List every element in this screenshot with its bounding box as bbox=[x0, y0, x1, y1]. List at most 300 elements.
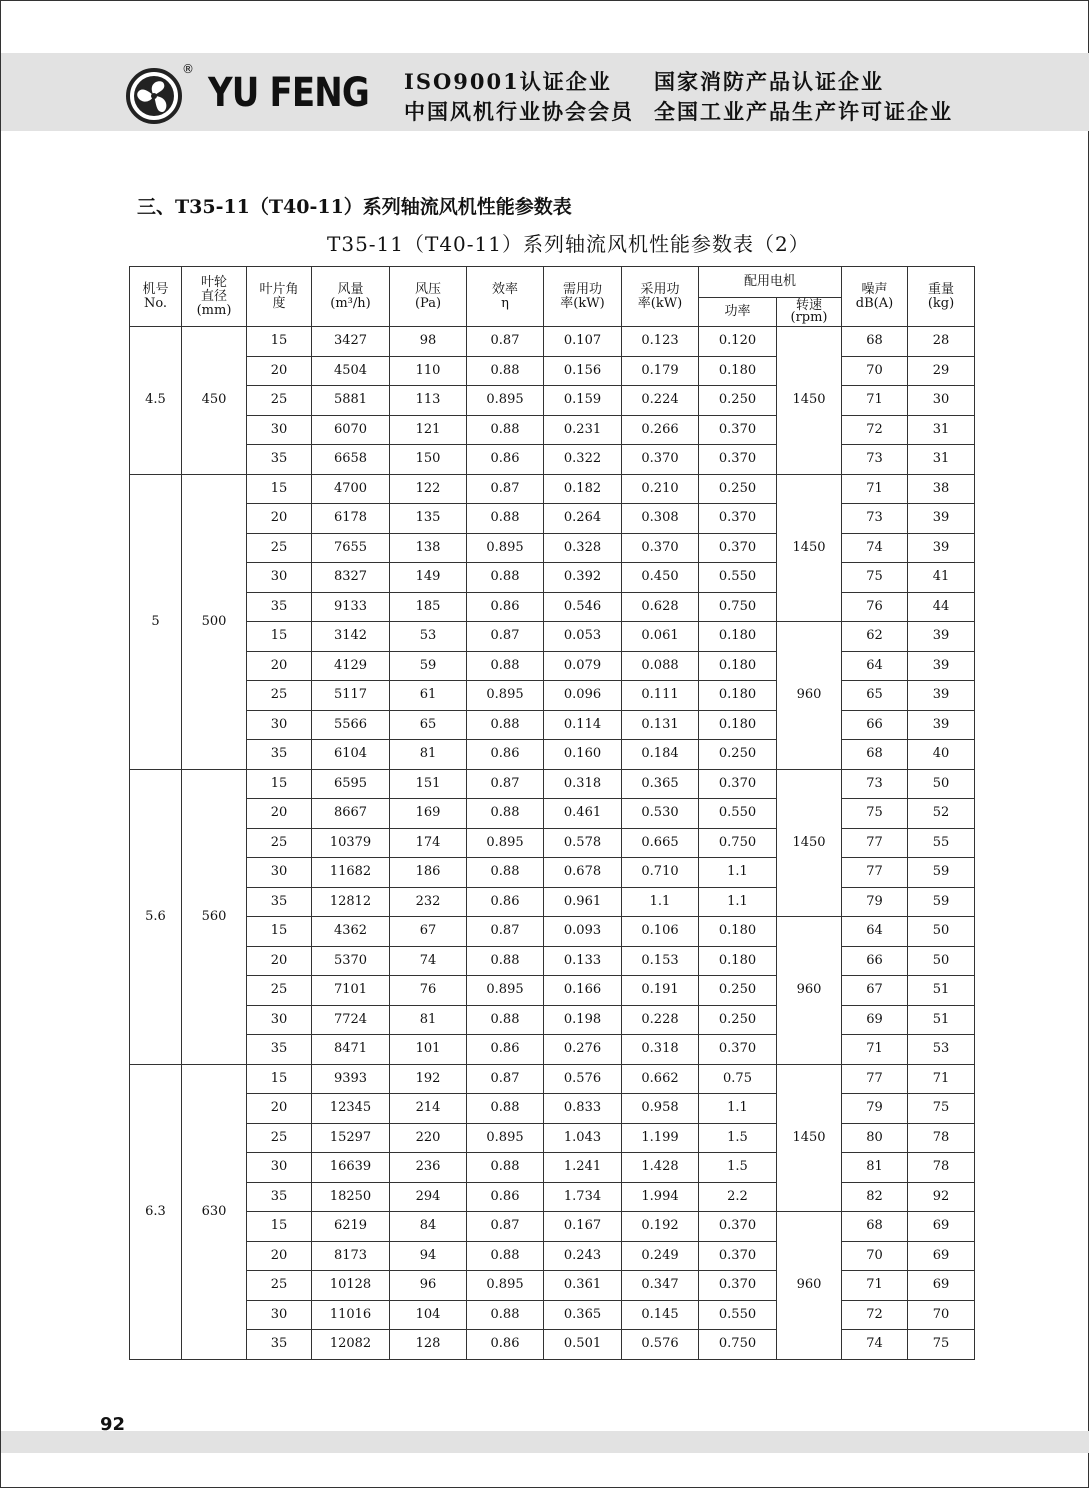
cell-efficiency: 0.88 bbox=[467, 946, 544, 976]
cell-motor-power: 0.250 bbox=[699, 474, 777, 504]
cell-pressure: 138 bbox=[390, 533, 467, 563]
cell-flow: 11016 bbox=[312, 1300, 390, 1330]
cell-adopt-power: 0.958 bbox=[622, 1094, 699, 1124]
cell-angle: 15 bbox=[247, 327, 312, 357]
cell-pressure: 104 bbox=[390, 1300, 467, 1330]
cell-weight: 31 bbox=[908, 415, 975, 445]
cell-angle: 20 bbox=[247, 504, 312, 534]
cell-efficiency: 0.88 bbox=[467, 858, 544, 888]
table-row bbox=[130, 1064, 975, 1094]
cell-noise: 81 bbox=[842, 1153, 908, 1183]
cell-motor-power: 0.250 bbox=[699, 1005, 777, 1035]
cell-adopt-power: 1.199 bbox=[622, 1123, 699, 1153]
cell-req-power: 0.501 bbox=[544, 1330, 622, 1360]
cell-req-power: 0.961 bbox=[544, 887, 622, 917]
cell-req-power: 0.322 bbox=[544, 445, 622, 475]
cell-req-power: 0.318 bbox=[544, 769, 622, 799]
cell-noise: 68 bbox=[842, 740, 908, 770]
cell-pressure: 294 bbox=[390, 1182, 467, 1212]
cell-efficiency: 0.88 bbox=[467, 710, 544, 740]
cell-weight: 39 bbox=[908, 651, 975, 681]
cell-adopt-power: 0.088 bbox=[622, 651, 699, 681]
cell-req-power: 0.198 bbox=[544, 1005, 622, 1035]
cell-angle: 20 bbox=[247, 651, 312, 681]
cell-flow: 4129 bbox=[312, 651, 390, 681]
cell-weight: 75 bbox=[908, 1094, 975, 1124]
cell-req-power: 0.079 bbox=[544, 651, 622, 681]
cell-diameter: 450 bbox=[182, 327, 247, 475]
cell-noise: 75 bbox=[842, 563, 908, 593]
cell-angle: 15 bbox=[247, 474, 312, 504]
table-row bbox=[130, 740, 975, 770]
cell-req-power: 0.160 bbox=[544, 740, 622, 770]
cell-motor-power: 0.250 bbox=[699, 740, 777, 770]
cell-efficiency: 0.895 bbox=[467, 386, 544, 416]
cell-angle: 15 bbox=[247, 769, 312, 799]
cell-noise: 82 bbox=[842, 1182, 908, 1212]
table-row bbox=[130, 1182, 975, 1212]
table-title: T35-11（T40-11）系列轴流风机性能参数表（2） bbox=[327, 232, 810, 256]
cell-motor-power: 1.5 bbox=[699, 1153, 777, 1183]
cell-motor-power: 0.370 bbox=[699, 1212, 777, 1242]
cell-efficiency: 0.87 bbox=[467, 327, 544, 357]
cell-motor-power: 0.180 bbox=[699, 946, 777, 976]
col-header-adopt-power: 采用功 率(kW) bbox=[622, 267, 699, 327]
cell-angle: 20 bbox=[247, 356, 312, 386]
cell-weight: 55 bbox=[908, 828, 975, 858]
cell-req-power: 0.156 bbox=[544, 356, 622, 386]
cell-pressure: 169 bbox=[390, 799, 467, 829]
cell-adopt-power: 0.061 bbox=[622, 622, 699, 652]
cell-req-power: 0.167 bbox=[544, 1212, 622, 1242]
cell-pressure: 149 bbox=[390, 563, 467, 593]
table-row bbox=[130, 799, 975, 829]
cell-efficiency: 0.87 bbox=[467, 1212, 544, 1242]
cell-pressure: 150 bbox=[390, 445, 467, 475]
cell-noise: 70 bbox=[842, 356, 908, 386]
cell-flow: 8173 bbox=[312, 1241, 390, 1271]
cell-noise: 71 bbox=[842, 1035, 908, 1065]
cell-efficiency: 0.895 bbox=[467, 828, 544, 858]
cell-adopt-power: 0.210 bbox=[622, 474, 699, 504]
col-header-no: 机号 No. bbox=[130, 267, 182, 327]
cell-motor-power: 0.370 bbox=[699, 1271, 777, 1301]
cell-pressure: 128 bbox=[390, 1330, 467, 1360]
cell-noise: 69 bbox=[842, 1005, 908, 1035]
cell-req-power: 0.365 bbox=[544, 1300, 622, 1330]
cell-req-power: 0.461 bbox=[544, 799, 622, 829]
cell-pressure: 110 bbox=[390, 356, 467, 386]
cell-efficiency: 0.895 bbox=[467, 533, 544, 563]
cell-motor-speed: 1450 bbox=[777, 769, 842, 917]
cell-req-power: 0.578 bbox=[544, 828, 622, 858]
col-header-motor: 配用电机 bbox=[699, 267, 842, 298]
cell-flow: 7655 bbox=[312, 533, 390, 563]
cell-req-power: 0.546 bbox=[544, 592, 622, 622]
table-row bbox=[130, 592, 975, 622]
cell-angle: 20 bbox=[247, 1094, 312, 1124]
cell-angle: 35 bbox=[247, 1330, 312, 1360]
cell-adopt-power: 0.106 bbox=[622, 917, 699, 947]
cell-efficiency: 0.86 bbox=[467, 887, 544, 917]
cell-adopt-power: 0.576 bbox=[622, 1330, 699, 1360]
table-row bbox=[130, 445, 975, 475]
cell-flow: 12082 bbox=[312, 1330, 390, 1360]
cell-angle: 30 bbox=[247, 1005, 312, 1035]
cell-weight: 78 bbox=[908, 1153, 975, 1183]
cell-flow: 6219 bbox=[312, 1212, 390, 1242]
cell-adopt-power: 0.665 bbox=[622, 828, 699, 858]
cell-weight: 50 bbox=[908, 946, 975, 976]
cell-noise: 71 bbox=[842, 474, 908, 504]
cell-adopt-power: 0.365 bbox=[622, 769, 699, 799]
cell-efficiency: 0.88 bbox=[467, 563, 544, 593]
cell-weight: 51 bbox=[908, 1005, 975, 1035]
cell-noise: 74 bbox=[842, 533, 908, 563]
cell-pressure: 65 bbox=[390, 710, 467, 740]
cell-efficiency: 0.86 bbox=[467, 1035, 544, 1065]
cell-diameter: 630 bbox=[182, 1064, 247, 1359]
cell-motor-power: 1.1 bbox=[699, 858, 777, 888]
cell-adopt-power: 0.710 bbox=[622, 858, 699, 888]
cell-flow: 6595 bbox=[312, 769, 390, 799]
cell-noise: 74 bbox=[842, 1330, 908, 1360]
cell-efficiency: 0.88 bbox=[467, 1153, 544, 1183]
table-row bbox=[130, 1300, 975, 1330]
cell-req-power: 0.114 bbox=[544, 710, 622, 740]
cell-efficiency: 0.88 bbox=[467, 1094, 544, 1124]
cell-weight: 69 bbox=[908, 1212, 975, 1242]
cell-flow: 4504 bbox=[312, 356, 390, 386]
cell-pressure: 113 bbox=[390, 386, 467, 416]
cell-angle: 30 bbox=[247, 1153, 312, 1183]
cell-noise: 64 bbox=[842, 917, 908, 947]
cell-pressure: 185 bbox=[390, 592, 467, 622]
cell-efficiency: 0.88 bbox=[467, 504, 544, 534]
cell-flow: 5370 bbox=[312, 946, 390, 976]
cell-weight: 40 bbox=[908, 740, 975, 770]
cell-angle: 15 bbox=[247, 917, 312, 947]
cell-weight: 38 bbox=[908, 474, 975, 504]
cell-adopt-power: 0.628 bbox=[622, 592, 699, 622]
cell-pressure: 84 bbox=[390, 1212, 467, 1242]
cell-motor-power: 1.1 bbox=[699, 887, 777, 917]
cell-req-power: 0.833 bbox=[544, 1094, 622, 1124]
cell-flow: 4700 bbox=[312, 474, 390, 504]
table-row bbox=[130, 1241, 975, 1271]
cell-motor-power: 0.370 bbox=[699, 1241, 777, 1271]
cell-flow: 18250 bbox=[312, 1182, 390, 1212]
cell-pressure: 174 bbox=[390, 828, 467, 858]
cell-weight: 70 bbox=[908, 1300, 975, 1330]
cell-flow: 3427 bbox=[312, 327, 390, 357]
cell-angle: 25 bbox=[247, 1271, 312, 1301]
cell-adopt-power: 0.145 bbox=[622, 1300, 699, 1330]
cell-efficiency: 0.88 bbox=[467, 1300, 544, 1330]
cell-noise: 71 bbox=[842, 1271, 908, 1301]
cell-motor-speed: 1450 bbox=[777, 1064, 842, 1212]
cell-efficiency: 0.87 bbox=[467, 917, 544, 947]
cell-motor-power: 0.750 bbox=[699, 828, 777, 858]
cell-angle: 25 bbox=[247, 976, 312, 1006]
cell-efficiency: 0.88 bbox=[467, 415, 544, 445]
cell-flow: 12345 bbox=[312, 1094, 390, 1124]
cell-pressure: 220 bbox=[390, 1123, 467, 1153]
cell-noise: 77 bbox=[842, 1064, 908, 1094]
cell-noise: 76 bbox=[842, 592, 908, 622]
table-row bbox=[130, 1330, 975, 1360]
cell-req-power: 0.093 bbox=[544, 917, 622, 947]
cell-efficiency: 0.88 bbox=[467, 1005, 544, 1035]
cell-noise: 65 bbox=[842, 681, 908, 711]
cell-flow: 8667 bbox=[312, 799, 390, 829]
cell-noise: 67 bbox=[842, 976, 908, 1006]
cell-pressure: 61 bbox=[390, 681, 467, 711]
cell-motor-power: 0.750 bbox=[699, 592, 777, 622]
cell-angle: 30 bbox=[247, 415, 312, 445]
cell-req-power: 0.576 bbox=[544, 1064, 622, 1094]
cell-noise: 75 bbox=[842, 799, 908, 829]
cell-angle: 15 bbox=[247, 1064, 312, 1094]
section-title: 三、T35-11（T40-11）系列轴流风机性能参数表 bbox=[137, 196, 572, 218]
cell-pressure: 121 bbox=[390, 415, 467, 445]
cell-efficiency: 0.88 bbox=[467, 799, 544, 829]
cell-angle: 25 bbox=[247, 386, 312, 416]
cell-weight: 39 bbox=[908, 622, 975, 652]
cell-adopt-power: 0.191 bbox=[622, 976, 699, 1006]
table-row bbox=[130, 327, 975, 357]
cell-adopt-power: 0.318 bbox=[622, 1035, 699, 1065]
cell-weight: 50 bbox=[908, 917, 975, 947]
cell-adopt-power: 0.111 bbox=[622, 681, 699, 711]
cell-noise: 77 bbox=[842, 858, 908, 888]
brand-name: YU FENG bbox=[208, 70, 369, 116]
cell-req-power: 0.243 bbox=[544, 1241, 622, 1271]
table-row bbox=[130, 976, 975, 1006]
cell-pressure: 98 bbox=[390, 327, 467, 357]
table-row bbox=[130, 474, 975, 504]
cell-motor-power: 0.180 bbox=[699, 651, 777, 681]
col-header-weight: 重量 (kg) bbox=[908, 267, 975, 327]
cell-noise: 77 bbox=[842, 828, 908, 858]
table-row bbox=[130, 533, 975, 563]
cell-flow: 5566 bbox=[312, 710, 390, 740]
cell-efficiency: 0.88 bbox=[467, 1241, 544, 1271]
cell-req-power: 0.159 bbox=[544, 386, 622, 416]
cell-adopt-power: 1.1 bbox=[622, 887, 699, 917]
cell-angle: 35 bbox=[247, 592, 312, 622]
cell-efficiency: 0.895 bbox=[467, 681, 544, 711]
cell-pressure: 74 bbox=[390, 946, 467, 976]
cell-pressure: 94 bbox=[390, 1241, 467, 1271]
table-row bbox=[130, 828, 975, 858]
cell-req-power: 0.107 bbox=[544, 327, 622, 357]
cell-efficiency: 0.86 bbox=[467, 1182, 544, 1212]
cell-angle: 30 bbox=[247, 1300, 312, 1330]
cell-weight: 41 bbox=[908, 563, 975, 593]
table-row bbox=[130, 917, 975, 947]
performance-table bbox=[129, 266, 975, 1360]
cell-pressure: 236 bbox=[390, 1153, 467, 1183]
cell-req-power: 0.264 bbox=[544, 504, 622, 534]
cell-noise: 68 bbox=[842, 1212, 908, 1242]
table-row bbox=[130, 504, 975, 534]
page-number: 92 bbox=[100, 1414, 126, 1435]
cell-pressure: 76 bbox=[390, 976, 467, 1006]
cell-efficiency: 0.86 bbox=[467, 1330, 544, 1360]
cell-adopt-power: 0.450 bbox=[622, 563, 699, 593]
cell-motor-power: 0.250 bbox=[699, 386, 777, 416]
cell-weight: 39 bbox=[908, 710, 975, 740]
cell-motor-power: 0.75 bbox=[699, 1064, 777, 1094]
cell-pressure: 214 bbox=[390, 1094, 467, 1124]
cell-efficiency: 0.86 bbox=[467, 592, 544, 622]
cell-adopt-power: 0.662 bbox=[622, 1064, 699, 1094]
cell-flow: 4362 bbox=[312, 917, 390, 947]
cell-weight: 29 bbox=[908, 356, 975, 386]
col-header-diameter: 叶轮 直径 (mm) bbox=[182, 267, 247, 327]
cell-flow: 6178 bbox=[312, 504, 390, 534]
table-row bbox=[130, 651, 975, 681]
cell-motor-power: 0.180 bbox=[699, 917, 777, 947]
cell-weight: 51 bbox=[908, 976, 975, 1006]
cell-weight: 31 bbox=[908, 445, 975, 475]
cell-pressure: 81 bbox=[390, 740, 467, 770]
col-header-motor-speed: 转速 (rpm) bbox=[777, 298, 842, 327]
table-row bbox=[130, 622, 975, 652]
cell-adopt-power: 0.266 bbox=[622, 415, 699, 445]
col-header-req-power: 需用功 率(kW) bbox=[544, 267, 622, 327]
cell-no: 5.6 bbox=[130, 769, 182, 1064]
cell-req-power: 0.276 bbox=[544, 1035, 622, 1065]
table-row bbox=[130, 1212, 975, 1242]
cell-req-power: 0.166 bbox=[544, 976, 622, 1006]
table-row bbox=[130, 563, 975, 593]
cell-pressure: 81 bbox=[390, 1005, 467, 1035]
cell-adopt-power: 1.428 bbox=[622, 1153, 699, 1183]
table-row bbox=[130, 1123, 975, 1153]
cell-flow: 7724 bbox=[312, 1005, 390, 1035]
cell-flow: 8471 bbox=[312, 1035, 390, 1065]
cell-diameter: 500 bbox=[182, 474, 247, 769]
fan-logo-icon bbox=[126, 68, 182, 124]
cell-motor-speed: 1450 bbox=[777, 327, 842, 475]
cert-fire: 国家消防产品认证企业 bbox=[654, 69, 884, 94]
cell-req-power: 0.361 bbox=[544, 1271, 622, 1301]
cell-adopt-power: 0.370 bbox=[622, 445, 699, 475]
cell-req-power: 0.096 bbox=[544, 681, 622, 711]
cell-noise: 71 bbox=[842, 386, 908, 416]
col-header-motor-power: 功率 bbox=[699, 298, 777, 327]
cell-noise: 66 bbox=[842, 946, 908, 976]
cell-weight: 75 bbox=[908, 1330, 975, 1360]
cell-noise: 72 bbox=[842, 415, 908, 445]
cell-motor-power: 0.120 bbox=[699, 327, 777, 357]
cell-pressure: 122 bbox=[390, 474, 467, 504]
cell-flow: 3142 bbox=[312, 622, 390, 652]
table-row bbox=[130, 946, 975, 976]
cell-flow: 10128 bbox=[312, 1271, 390, 1301]
cell-efficiency: 0.895 bbox=[467, 976, 544, 1006]
cell-efficiency: 0.895 bbox=[467, 1123, 544, 1153]
cell-pressure: 59 bbox=[390, 651, 467, 681]
cell-no: 6.3 bbox=[130, 1064, 182, 1359]
cell-motor-power: 2.2 bbox=[699, 1182, 777, 1212]
brand-logo bbox=[126, 62, 369, 124]
cell-angle: 25 bbox=[247, 533, 312, 563]
cell-efficiency: 0.88 bbox=[467, 356, 544, 386]
cell-motor-power: 0.180 bbox=[699, 622, 777, 652]
cell-adopt-power: 0.192 bbox=[622, 1212, 699, 1242]
cell-noise: 73 bbox=[842, 769, 908, 799]
table-row bbox=[130, 1005, 975, 1035]
cell-weight: 39 bbox=[908, 681, 975, 711]
cell-no: 5 bbox=[130, 474, 182, 769]
cell-motor-power: 0.370 bbox=[699, 1035, 777, 1065]
cell-weight: 30 bbox=[908, 386, 975, 416]
cell-efficiency: 0.87 bbox=[467, 474, 544, 504]
cell-angle: 30 bbox=[247, 563, 312, 593]
cell-pressure: 151 bbox=[390, 769, 467, 799]
cell-angle: 25 bbox=[247, 1123, 312, 1153]
cell-req-power: 0.678 bbox=[544, 858, 622, 888]
cell-noise: 70 bbox=[842, 1241, 908, 1271]
cell-adopt-power: 0.131 bbox=[622, 710, 699, 740]
cell-motor-speed: 960 bbox=[777, 917, 842, 1065]
col-header-angle: 叶片角 度 bbox=[247, 267, 312, 327]
cell-weight: 92 bbox=[908, 1182, 975, 1212]
cell-weight: 39 bbox=[908, 533, 975, 563]
col-header-pressure: 风压 (Pa) bbox=[390, 267, 467, 327]
cell-angle: 20 bbox=[247, 1241, 312, 1271]
cell-angle: 35 bbox=[247, 1035, 312, 1065]
cert-iso: ISO9001认证企业 bbox=[404, 69, 612, 94]
cell-motor-speed: 960 bbox=[777, 1212, 842, 1360]
cell-noise: 62 bbox=[842, 622, 908, 652]
cell-weight: 69 bbox=[908, 1271, 975, 1301]
table-row bbox=[130, 1094, 975, 1124]
cell-flow: 7101 bbox=[312, 976, 390, 1006]
cell-req-power: 1.043 bbox=[544, 1123, 622, 1153]
cell-motor-power: 0.180 bbox=[699, 710, 777, 740]
cell-pressure: 96 bbox=[390, 1271, 467, 1301]
cell-adopt-power: 0.153 bbox=[622, 946, 699, 976]
table-row bbox=[130, 1271, 975, 1301]
cell-pressure: 53 bbox=[390, 622, 467, 652]
cell-efficiency: 0.88 bbox=[467, 651, 544, 681]
cell-motor-power: 0.370 bbox=[699, 445, 777, 475]
cell-angle: 35 bbox=[247, 740, 312, 770]
cell-noise: 73 bbox=[842, 504, 908, 534]
cell-adopt-power: 0.179 bbox=[622, 356, 699, 386]
cell-req-power: 1.734 bbox=[544, 1182, 622, 1212]
cell-weight: 71 bbox=[908, 1064, 975, 1094]
cell-angle: 15 bbox=[247, 622, 312, 652]
table-row bbox=[130, 356, 975, 386]
cell-angle: 35 bbox=[247, 445, 312, 475]
cell-flow: 11682 bbox=[312, 858, 390, 888]
registered-mark: ® bbox=[182, 62, 194, 76]
cell-req-power: 0.231 bbox=[544, 415, 622, 445]
cell-flow: 16639 bbox=[312, 1153, 390, 1183]
cell-noise: 80 bbox=[842, 1123, 908, 1153]
cell-angle: 35 bbox=[247, 887, 312, 917]
cell-motor-power: 0.180 bbox=[699, 681, 777, 711]
cell-flow: 6070 bbox=[312, 415, 390, 445]
cell-noise: 66 bbox=[842, 710, 908, 740]
cell-weight: 59 bbox=[908, 887, 975, 917]
table-row bbox=[130, 1035, 975, 1065]
